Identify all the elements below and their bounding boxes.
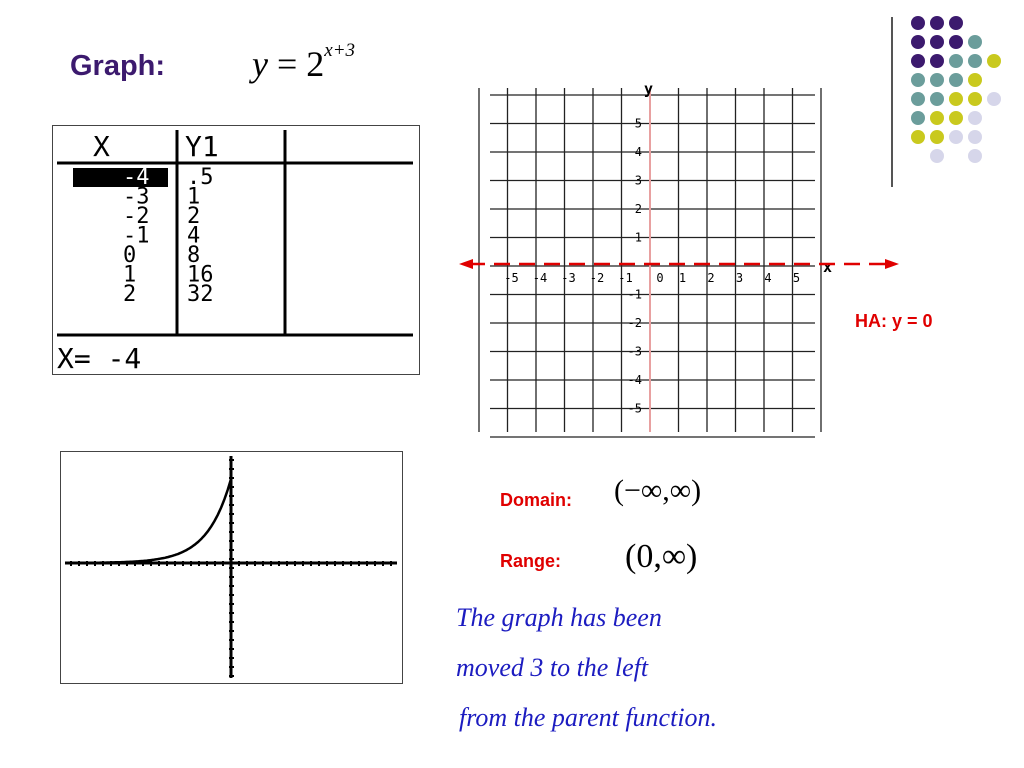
asymptote-arrow-right: [885, 259, 899, 269]
decorative-dot: [930, 130, 944, 144]
coordinate-grid-svg: [455, 80, 905, 440]
y-tick-label: 3: [634, 173, 642, 188]
note-line-3: from the parent function.: [459, 703, 718, 732]
decorative-dot: [911, 54, 925, 68]
decorative-dot: [968, 73, 982, 87]
decorative-dot: [930, 149, 944, 163]
table-cell-x: -2: [123, 204, 150, 229]
domain-value: (−∞,∞): [614, 474, 702, 507]
y-tick-label: 1: [634, 230, 642, 245]
table-cell-y: 4: [187, 223, 201, 249]
decorative-dot: [949, 73, 963, 87]
decorative-dot: [911, 111, 925, 125]
decorative-dot: [911, 35, 925, 49]
note-line-2: moved 3 to the left: [456, 653, 649, 682]
decorative-dot: [930, 54, 944, 68]
x-tick-label: 2: [707, 271, 715, 285]
x-tick-label: 1: [678, 271, 687, 285]
decorative-dot: [949, 35, 963, 49]
table-cell-y: 8: [187, 243, 201, 268]
decorative-dot: [949, 111, 963, 125]
decorative-dot: [930, 111, 944, 125]
table-cell-x: -3: [123, 184, 150, 210]
equation-equals: =: [267, 44, 307, 84]
decorative-dot: [968, 130, 982, 144]
decorative-dot: [930, 73, 944, 87]
table-cell-y: 2: [187, 204, 201, 229]
decorative-dot: [968, 111, 982, 125]
x-tick-label: -5: [504, 271, 519, 285]
decorative-dot: [987, 92, 1001, 106]
x-tick-label: -4: [532, 271, 548, 285]
decorative-dot: [911, 73, 925, 87]
equation-lhs: y: [252, 44, 268, 84]
calculator-table-svg: [53, 126, 419, 374]
y-tick-label: 4: [634, 145, 642, 159]
table-cell-x: 2: [123, 282, 137, 307]
decorative-dot: [930, 16, 944, 30]
equation-base: 2: [306, 44, 325, 84]
domain-label: Domain:: [500, 490, 572, 510]
asymptote-label: HA: y = 0: [855, 311, 933, 331]
y-tick-label: -4: [627, 373, 642, 387]
decorative-dot: [949, 54, 963, 68]
y-axis-label: y: [644, 80, 654, 98]
decorative-dot: [949, 130, 963, 144]
x-tick-label: 0: [656, 271, 664, 285]
decorative-dot: [911, 16, 925, 30]
slide-title-label: Graph:: [70, 50, 166, 82]
x-axis-label: x: [823, 258, 833, 276]
table-footer: X= -4: [57, 342, 142, 374]
decorative-dot: [968, 149, 982, 163]
table-cell-x: 1: [123, 262, 137, 288]
x-tick-label: 3: [735, 271, 744, 285]
y-tick-label: 5: [634, 116, 642, 131]
y-tick-label: -3: [627, 344, 642, 359]
decorative-dot: [911, 130, 925, 144]
x-tick-label: 4: [764, 271, 772, 285]
decorative-dot: [968, 54, 982, 68]
calculator-table-screen: [52, 125, 420, 375]
table-cell-y: 32: [187, 282, 214, 307]
table-cell-y: .5: [187, 165, 214, 190]
y-tick-label: -5: [627, 401, 642, 416]
note-line-1: The graph has been: [456, 603, 662, 632]
table-cell-y: 1: [187, 184, 201, 210]
asymptote-arrow-left: [459, 259, 473, 269]
calculator-graph-screen: [60, 451, 403, 684]
coordinate-grid: [455, 80, 905, 440]
calc-exponential-curve: [66, 479, 231, 563]
decorative-dot: [930, 92, 944, 106]
x-tick-label: -3: [561, 271, 576, 285]
y-tick-label: 2: [634, 202, 642, 216]
table-cell-x: -1: [123, 223, 150, 249]
table-cell-x: 0: [123, 243, 137, 268]
decorative-dot: [987, 54, 1001, 68]
decorative-dot: [911, 92, 925, 106]
equation-exponent: x+3: [324, 40, 356, 61]
calculator-graph-svg: [61, 452, 402, 683]
range-value: (0,∞): [625, 538, 698, 575]
decorative-dot: [949, 16, 963, 30]
table-cell-x: -4: [123, 165, 150, 190]
x-tick-label: -2: [589, 271, 605, 285]
x-tick-label: -1: [618, 271, 633, 285]
table-cell-y: 16: [187, 262, 214, 288]
y-tick-label: -2: [627, 316, 642, 330]
decorative-dot: [968, 92, 982, 106]
selected-cell-highlight: [73, 168, 168, 187]
decorative-dot: [968, 35, 982, 49]
x-tick-label: 5: [792, 271, 801, 285]
table-header-x: X: [93, 130, 110, 163]
range-label: Range:: [500, 551, 562, 571]
table-header-y1: Y1: [185, 130, 219, 163]
y-tick-label: -1: [627, 287, 642, 302]
decorative-dot: [949, 92, 963, 106]
decorative-dot: [930, 35, 944, 49]
